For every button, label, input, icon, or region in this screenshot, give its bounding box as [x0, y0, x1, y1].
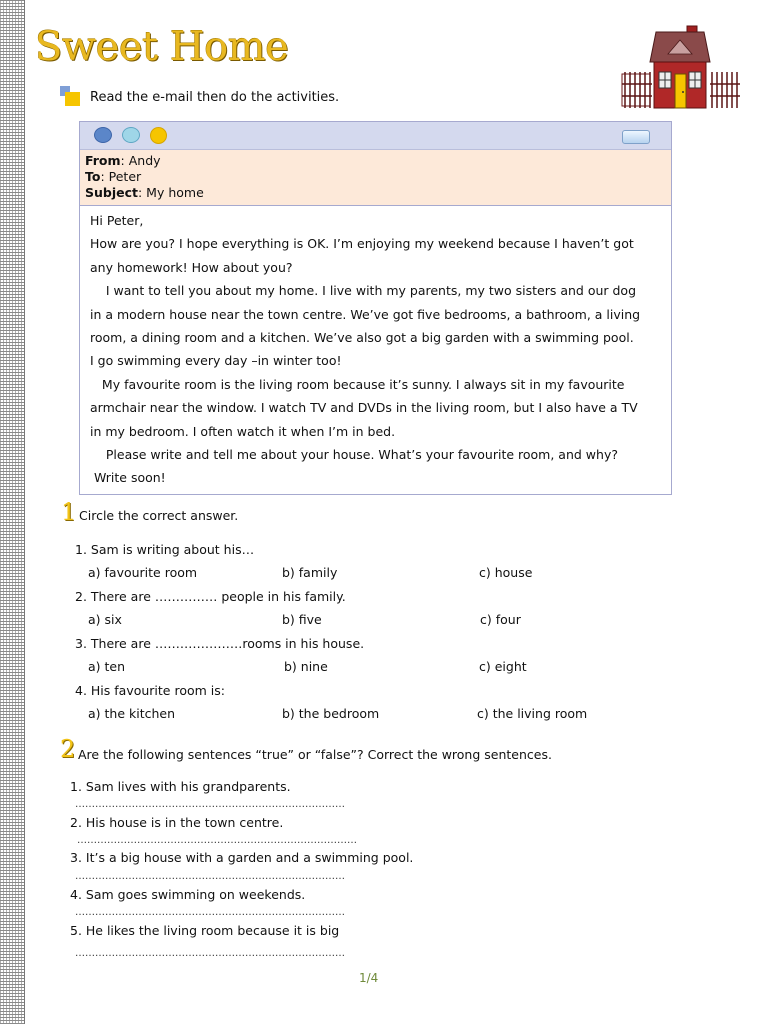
subject-line	[85, 185, 671, 201]
email-line: How are you? I hope everything is OK. I’m enjoying my weekend because I haven’t got	[90, 236, 634, 252]
statement-2: 2. His house is in the town centre.	[70, 815, 284, 830]
answer-line-4[interactable]: ………………………………………………………………………	[75, 907, 345, 918]
option-2b[interactable]: b) five	[282, 612, 322, 627]
option-3a[interactable]: a) ten	[88, 659, 126, 674]
from-line	[85, 153, 671, 169]
email-line: in a modern house near the town centre. We’ve got five bedrooms, a bathroom, a living	[90, 306, 641, 322]
to-line	[85, 169, 671, 185]
email-body	[90, 209, 660, 490]
answer-line-5[interactable]: ………………………………………………………………………	[75, 948, 345, 959]
maximize-icon	[622, 130, 650, 144]
activity-2-number: 2	[60, 735, 76, 763]
statement-5: 5. He likes the living room because it is big	[70, 923, 340, 938]
option-4a[interactable]: a) the kitchen	[88, 706, 176, 721]
email-line: in my bedroom. I often watch it when I’m in bed.	[90, 423, 396, 439]
activity-1-number: 1	[61, 498, 77, 526]
yellow-circle-icon	[150, 127, 167, 144]
worksheet-title: Sweet Home	[35, 24, 289, 70]
email-line: room, a dining room and a kitchen. We’ve also got a big garden with a swimming pool.	[90, 330, 634, 346]
to-value: : Peter	[100, 169, 142, 184]
option-2a[interactable]: a) six	[88, 612, 122, 627]
email-line: armchair near the window. I watch TV and DVDs in the living room, but I also have a TV	[90, 400, 638, 416]
from-label: From	[85, 153, 121, 168]
option-1a[interactable]: a) favourite room	[88, 565, 198, 580]
email-line: Please write and tell me about your house. What’s your favourite room, and why?	[90, 447, 618, 463]
option-3c[interactable]: c) eight	[479, 659, 527, 674]
answer-line-3[interactable]: ………………………………………………………………………	[75, 871, 345, 882]
statement-4: 4. Sam goes swimming on weekends.	[70, 887, 306, 902]
statement-1: 1. Sam lives with his grandparents.	[70, 779, 291, 794]
instruction-text: Read the e-mail then do the activities.	[90, 90, 340, 105]
email-line: I want to tell you about my home. I live with my parents, my two sisters and our dog	[90, 283, 637, 299]
email-line: Write soon!	[90, 470, 166, 486]
email-window	[79, 121, 672, 495]
email-line: Hi Peter,	[90, 213, 144, 228]
option-4b[interactable]: b) the bedroom	[282, 706, 380, 721]
statement-3: 3. It’s a big house with a garden and a swimming pool.	[70, 850, 414, 865]
to-label: To	[85, 169, 101, 184]
page-margin-pattern	[0, 0, 25, 1024]
activity-1-instruction: Circle the correct answer.	[79, 508, 239, 523]
answer-line-2[interactable]: …………………………………………………………………………	[77, 835, 357, 846]
email-line: My favourite room is the living room because it’s sunny. I always sit in my favourite	[90, 376, 625, 392]
email-line: any homework! How about you?	[90, 259, 293, 275]
from-value: : Andy	[120, 153, 161, 168]
blue-circle-icon	[94, 127, 112, 143]
activity-2-instruction: Are the following sentences “true” or “false”? Correct the wrong sentences.	[78, 747, 552, 762]
question-1: 1. Sam is writing about his…	[75, 542, 255, 557]
page-number: 1/4	[359, 971, 379, 985]
answer-line-1[interactable]: ………………………………………………………………………	[75, 799, 345, 810]
option-4c[interactable]: c) the living room	[477, 706, 588, 721]
question-4: 4. His favourite room is:	[75, 683, 225, 698]
subject-label: Subject	[85, 185, 138, 200]
option-1c[interactable]: c) house	[479, 565, 533, 580]
question-2: 2. There are …………… people in his family.	[75, 589, 346, 604]
option-1b[interactable]: b) family	[282, 565, 338, 580]
email-line: I go swimming every day –in winter too!	[90, 353, 342, 369]
house-illustration	[620, 24, 742, 112]
option-2c[interactable]: c) four	[480, 612, 521, 627]
light-blue-circle-icon	[122, 127, 140, 143]
option-3b[interactable]: b) nine	[284, 659, 328, 674]
bullet-squares-icon	[60, 86, 82, 108]
email-title-bar	[80, 122, 671, 150]
email-header	[80, 150, 671, 206]
subject-value: : My home	[138, 185, 204, 200]
question-3: 3. There are …………………rooms in his house.	[75, 636, 365, 651]
